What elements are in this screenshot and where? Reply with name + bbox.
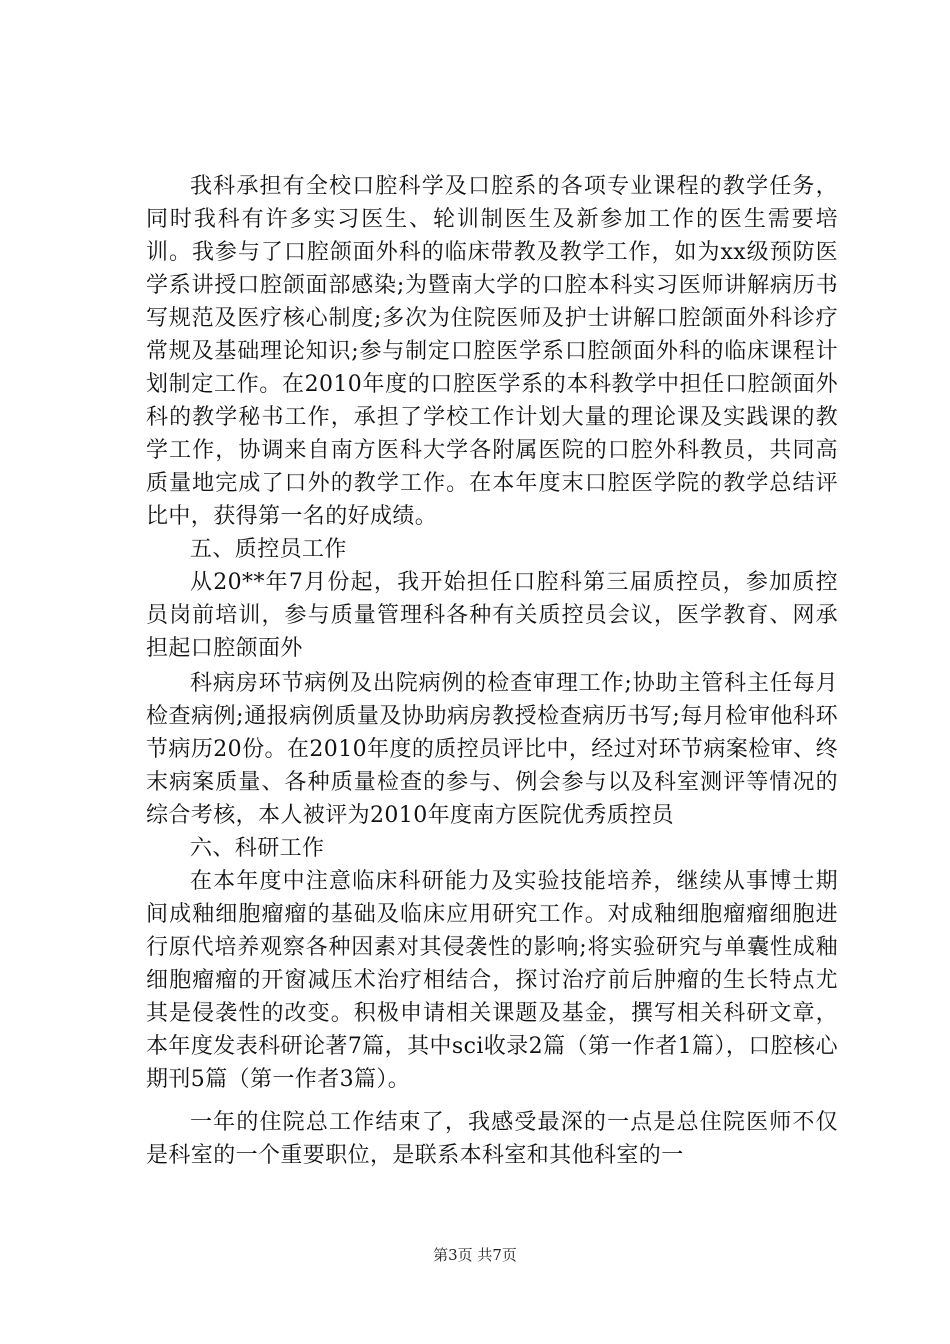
paragraph-quality-control-intro: 从20**年7月份起，我开始担任口腔科第三届质控员，参加质控员岗前培训，参与质量管理科各种有关质控员会议，医学教育、网承担起口腔颌面外 <box>146 570 838 661</box>
section-heading-quality-control: 五、质控员工作 <box>190 537 347 562</box>
section-heading-research: 六、科研工作 <box>190 836 325 861</box>
document-body <box>146 170 838 1172</box>
paragraph-quality-control-detail: 科病房环节病例及出院病例的检查审理工作;协助主管科主任每月检查病例;通报病例质量及协助病房教授检查病历书写;每月检审他科环节病历20份。在2010年度的质控员评比中，经过对环节病案检审、终末病案质量、各种质量检查的参与、例会参与以及科室测评等情况的综合考核，本人被评为2010年度南方医院优秀质控员 <box>146 671 838 828</box>
paragraph-research: 在本年度中注意临床科研能力及实验技能培养，继续从事博士期间成釉细胞瘤瘤的基础及临床应用研究工作。对成釉细胞瘤瘤细胞进行原代培养观察各种因素对其侵袭性的影响;将实验研究与单囊性成釉细胞瘤瘤的开窗减压术治疗相结合，探讨治疗前后肿瘤的生长特点尤其是侵袭性的改变。积极申请相关课题及基金，撰写相关科研文章，本年度发表科研论著7篇，其中sci收录2篇（第一作者1篇），口腔核心期刊5篇（第一作者3篇）。 <box>146 869 838 1092</box>
paragraph-teaching: 我科承担有全校口腔科学及口腔系的各项专业课程的教学任务，同时我科有许多实习医生、轮训制医生及新参加工作的医生需要培训。我参与了口腔颌面外科的临床带教及教学工作，如为xx级预防医学系讲授口腔颌面部感染;为暨南大学的口腔本科实习医师讲解病历书写规范及医疗核心制度;多次为住院医师及护士讲解口腔颌面外科诊疗常规及基础理论知识;参与制定口腔医学系口腔颌面外科的临床课程计划制定工作。在2010年度的口腔医学系的本科教学中担任口腔颌面外科的教学秘书工作，承担了学校工作计划大量的理论课及实践课的教学工作，协调来自南方医科大学各附属医院的口腔外科教员，共同高质量地完成了口外的教学工作。在本年度末口腔医学院的教学总结评比中，获得第一名的好成绩。 <box>146 174 838 529</box>
page-number-footer: 第3页 共7页 <box>433 1246 517 1264</box>
paragraph-closing: 一年的住院总工作结束了，我感受最深的一点是总住院医师不仅是科室的一个重要职位，是联系本科室和其他科室的一 <box>146 1110 838 1168</box>
